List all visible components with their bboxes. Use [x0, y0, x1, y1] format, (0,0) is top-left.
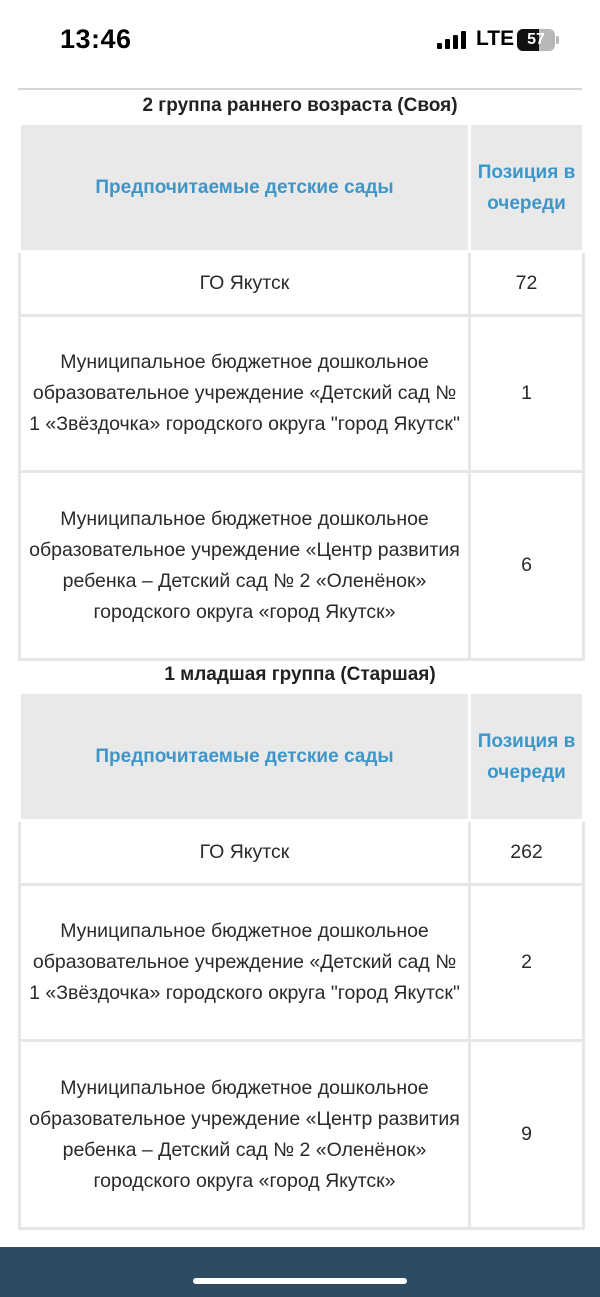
queue-section-junior	[18, 659, 582, 1230]
battery-percent: 57	[527, 31, 545, 48]
battery-icon	[517, 29, 559, 51]
queue-position: 262	[470, 821, 584, 885]
status-time: 13:46	[60, 24, 132, 54]
header-position: Позиция в очереди	[470, 693, 584, 821]
table-row	[20, 885, 584, 1041]
table-header-row	[20, 124, 584, 252]
table-header-row	[20, 693, 584, 821]
header-kindergartens: Предпочитаемые детские сады	[20, 693, 470, 821]
queue-position: 1	[470, 316, 584, 472]
table-row	[20, 316, 584, 472]
cellular-signal-icon	[437, 31, 469, 49]
header-kindergartens: Предпочитаемые детские сады	[20, 124, 470, 252]
kindergarten-name: ГО Якутск	[20, 252, 470, 316]
header-position: Позиция в очереди	[470, 124, 584, 252]
queue-position: 2	[470, 885, 584, 1041]
network-type: LTE	[476, 27, 515, 50]
table-row	[20, 472, 584, 660]
table-row	[20, 821, 584, 885]
section-title: 2 группа раннего возраста (Своя)	[142, 95, 458, 116]
kindergarten-name: Муниципальное бюджетное дошкольное образовательное учреждение «Детский сад № 1 «Звёздочка» городского округа "город Якутск"	[20, 885, 470, 1041]
bottom-bar	[0, 1247, 600, 1297]
table-row	[20, 1041, 584, 1229]
queue-section-early-age	[18, 90, 582, 661]
status-bar	[0, 0, 600, 80]
queue-table	[18, 122, 585, 661]
queue-position: 72	[470, 252, 584, 316]
queue-table	[18, 691, 585, 1230]
queue-position: 6	[470, 472, 584, 660]
home-indicator[interactable]	[193, 1278, 407, 1284]
kindergarten-name: Муниципальное бюджетное дошкольное образовательное учреждение «Центр развития ребенка – Детский сад № 2 «Оленёнок» городского округа «город Якутск»	[20, 1041, 470, 1229]
table-row	[20, 252, 584, 316]
section-title: 1 младшая группа (Старшая)	[164, 664, 436, 685]
kindergarten-name: Муниципальное бюджетное дошкольное образовательное учреждение «Центр развития ребенка – Детский сад № 2 «Оленёнок» городского округа «город Якутск»	[20, 472, 470, 660]
kindergarten-name: ГО Якутск	[20, 821, 470, 885]
queue-position: 9	[470, 1041, 584, 1229]
kindergarten-name: Муниципальное бюджетное дошкольное образовательное учреждение «Детский сад № 1 «Звёздочка» городского округа "город Якутск"	[20, 316, 470, 472]
